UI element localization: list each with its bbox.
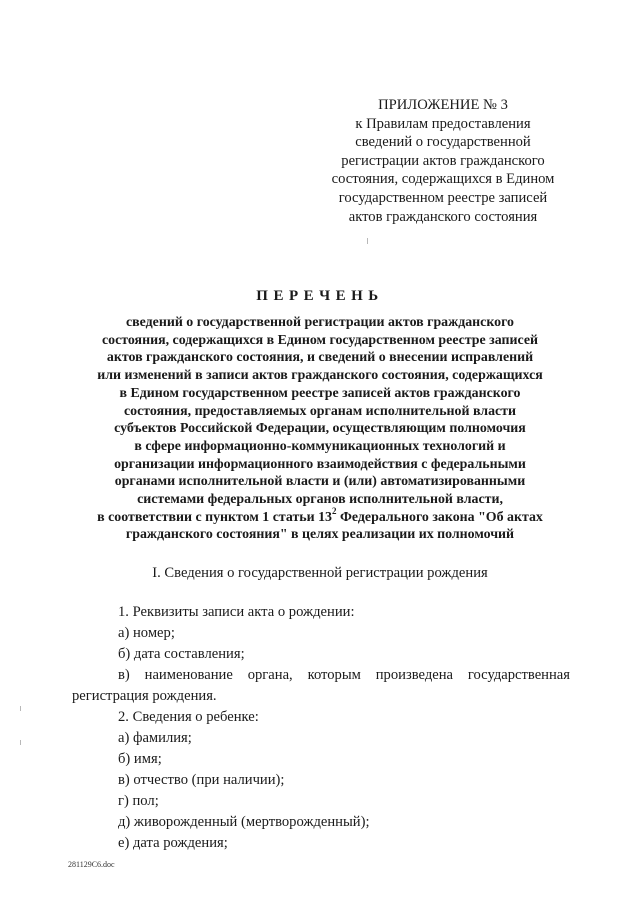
subtitle-line: органами исполнительной власти и (или) автоматизированными bbox=[114, 474, 526, 490]
list-item-continuation: регистрация рождения. bbox=[72, 688, 217, 704]
subtitle-line: организации информационного взаимодействия с федеральными bbox=[114, 456, 526, 472]
list-item: а) фамилия; bbox=[118, 730, 192, 746]
list-item: г) пол; bbox=[118, 793, 159, 809]
annex-line: актов гражданского состояния bbox=[348, 208, 538, 225]
subtitle-line: системами федеральных органов исполнительной власти, bbox=[137, 492, 503, 508]
list-item: б) имя; bbox=[118, 751, 162, 767]
margin-tick bbox=[367, 238, 368, 244]
law-reference-text: в соответствии с пунктом 1 статьи 13 bbox=[97, 509, 333, 525]
list-item: е) дата рождения; bbox=[118, 835, 228, 851]
subtitle-line: или изменений в записи актов гражданского состояния, содержащихся bbox=[97, 368, 543, 384]
document-subtitle bbox=[60, 314, 580, 544]
annex-title: ПРИЛОЖЕНИЕ № 3 bbox=[378, 97, 508, 113]
subtitle-line-law-reference bbox=[60, 506, 580, 527]
annex-header bbox=[318, 96, 568, 226]
annex-line: сведений о государственной bbox=[355, 134, 531, 151]
list-item-heading: 2. Сведения о ребенке: bbox=[118, 709, 259, 725]
subtitle-line: состояния, предоставляемых органам исполнительной власти bbox=[123, 403, 517, 419]
law-reference-text: Федерального закона "Об актах bbox=[336, 509, 543, 525]
subtitle-line: гражданского состояния" в целях реализации их полномочий bbox=[125, 527, 515, 543]
list-item: а) номер; bbox=[118, 625, 175, 641]
list-item: б) дата составления; bbox=[118, 646, 245, 662]
list-item: в) отчество (при наличии); bbox=[118, 772, 285, 788]
section-heading: I. Сведения о государственной регистрации рождения bbox=[152, 565, 488, 581]
annex-line: государственном реестре записей bbox=[338, 189, 548, 206]
list-item: д) живорожденный (мертворожденный); bbox=[118, 814, 370, 830]
subtitle-line: в Едином государственном реестре записей актов гражданского bbox=[119, 385, 521, 401]
subtitle-line: в сфере информационно-коммуникационных технологий и bbox=[134, 438, 506, 454]
annex-line: состояния, содержащихся в Едином bbox=[331, 171, 555, 188]
subtitle-line: субъектов Российской Федерации, осуществляющим полномочия bbox=[114, 421, 526, 437]
subtitle-line: состояния, содержащихся в Едином государственном реестре записей bbox=[101, 332, 539, 348]
annex-line: к Правилам предоставления bbox=[355, 115, 531, 132]
subtitle-line: сведений о государственной регистрации актов гражданского bbox=[125, 315, 515, 330]
document-title: ПЕРЕЧЕНЬ bbox=[256, 288, 384, 304]
file-name-footer: 281129С6.doc bbox=[68, 860, 115, 869]
annex-line: регистрации актов гражданского bbox=[341, 152, 545, 169]
subtitle-line: актов гражданского состояния, и сведений о внесении исправлений bbox=[106, 350, 534, 366]
list-item: в) наименование органа, которым произведена государственная bbox=[118, 667, 570, 683]
list-item-heading: 1. Реквизиты записи акта о рождении: bbox=[118, 604, 355, 620]
margin-tick bbox=[20, 740, 21, 745]
article-superscript: 2 bbox=[332, 506, 337, 517]
margin-tick bbox=[20, 706, 21, 711]
